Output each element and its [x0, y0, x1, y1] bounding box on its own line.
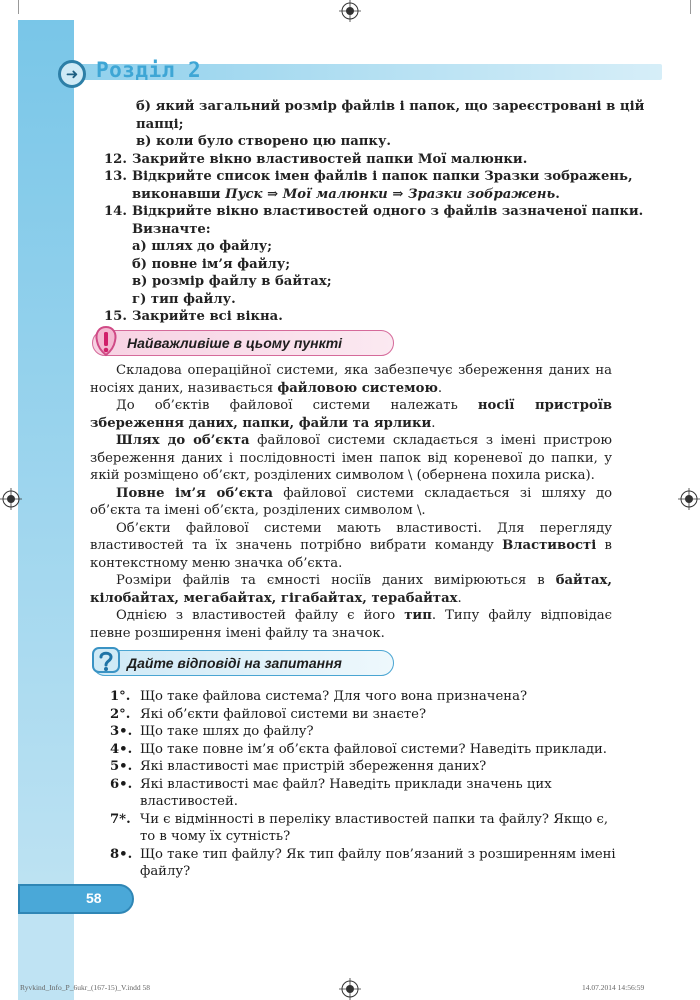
- step-number: 13.: [104, 169, 127, 184]
- left-margin-band: [18, 20, 74, 920]
- step-14: 14. Відкрийте вікно властивостей одного з файлів зазначеної папки.: [104, 204, 644, 219]
- summary-paragraph: Однією з властивостей файлу є його тип. Типу файлу відповідає певне розширення імені файлу та значок.: [90, 608, 612, 641]
- important-title: Найважливіше в цьому пункті: [127, 335, 343, 351]
- summary-paragraph: Об’єкти файлової системи мають властивості. Для перегляду властивостей та їх значень потрібно вибрати команду Властивості в контекстному меню значка об’єкта.: [90, 520, 612, 571]
- registration-mark-icon: [339, 0, 361, 22]
- print-slug-date: 14.07.2014 14:56:59: [582, 983, 645, 992]
- crop-mark: [18, 0, 19, 14]
- important-banner: [92, 330, 394, 356]
- step-number: 14.: [104, 204, 127, 219]
- important-summary: [90, 362, 612, 642]
- step-14-a: а) шлях до файлу;: [132, 239, 273, 254]
- questions-list: [110, 688, 620, 881]
- step-14-d: г) тип файлу.: [132, 291, 236, 307]
- step-12: 12. Закрийте вікно властивостей папки Мої малюнки.: [104, 151, 528, 167]
- question-item: 4•. Що таке повне ім’я об’єкта файлової системи? Наведіть приклади.: [110, 741, 607, 757]
- summary-paragraph: Повне ім’я об’єкта файлової системи складається зі шляху до об’єкта та імені об’єкта, розділених символом \.: [90, 485, 613, 518]
- question-item: 1°. Що таке файлова система? Для чого вона призначена?: [110, 689, 528, 704]
- question-item: 6•. Які властивості має файл? Наведіть приклади значень цих властивостей.: [110, 776, 552, 809]
- step-line: в) коли було створено цю папку.: [136, 134, 391, 149]
- step-13: 13. Відкрийте список імен файлів і папок папки Зразки зображень,: [104, 169, 633, 184]
- page-number-tab: [18, 884, 134, 914]
- summary-paragraph: Шлях до об’єкта файлової системи складається з імені пристрою збереження даних і послідовності імен папок від кореневої до папки, у якій розміщено об’єкт, розділених символом \ (обернена похила риска).: [90, 433, 612, 483]
- summary-paragraph: Розміри файлів та ємності носіїв даних вимірюються в байтах, кілобайтах, мегабайтах, гігабайтах, терабайтах.: [90, 573, 612, 606]
- questions-title: Дайте відповіді на запитання: [127, 655, 342, 671]
- crop-mark: [690, 0, 691, 14]
- question-item: 7*. Чи є відмінності в переліку властивостей папки та файлу? Якщо є, то в чому їх сутність?: [110, 811, 609, 844]
- menu-path: Пуск ⇒ Мої малюнки ⇒ Зразки зображень: [225, 186, 556, 202]
- summary-paragraph: Складова операційної системи, яка забезпечує збереження даних на носіях даних, називається файловою системою.: [90, 363, 612, 396]
- questions-banner: [92, 650, 394, 676]
- step-14-c: в) розмір файлу в байтах;: [132, 274, 332, 289]
- step-line: папці;: [136, 116, 184, 132]
- page-number: 58: [86, 890, 102, 906]
- print-slug-file: Ryvkind_Info_P_6ukr_(167-15)_V.indd 58: [20, 983, 150, 992]
- step-line: б) який загальний розмір файлів і папок, що зареєстровані в цій: [136, 99, 645, 114]
- registration-mark-icon: [0, 488, 22, 510]
- task-steps: [104, 98, 645, 326]
- summary-paragraph: До об’єктів файлової системи належать носії пристроїв збереження даних, папки, файли та ярлики.: [90, 398, 612, 431]
- question-item: 3•. Що таке шлях до файлу?: [110, 724, 314, 739]
- registration-mark-icon: [339, 978, 361, 1000]
- question-icon: [91, 645, 121, 679]
- chapter-arrow-icon: ➜: [58, 60, 86, 88]
- step-14-b: б) повне ім’я файлу;: [132, 256, 291, 272]
- registration-mark-icon: [678, 488, 700, 510]
- step-15: 15. Закрийте всі вікна.: [104, 309, 283, 324]
- question-item: 5•. Які властивості має пристрій збереження даних?: [110, 759, 487, 774]
- step-number: 12.: [104, 151, 127, 167]
- step-13-cont: виконавши Пуск ⇒ Мої малюнки ⇒ Зразки зображень.: [132, 186, 560, 202]
- question-item: 8•. Що таке тип файлу? Як тип файлу пов’язаний з розширенням імені файлу?: [110, 846, 616, 879]
- chapter-title: Розділ 2: [96, 58, 202, 82]
- step-14-cont: Визначте:: [132, 221, 211, 237]
- step-number: 15.: [104, 309, 127, 324]
- question-item: 2°. Які об’єкти файлової системи ви знаєте?: [110, 706, 427, 722]
- exclamation-icon: [91, 325, 121, 359]
